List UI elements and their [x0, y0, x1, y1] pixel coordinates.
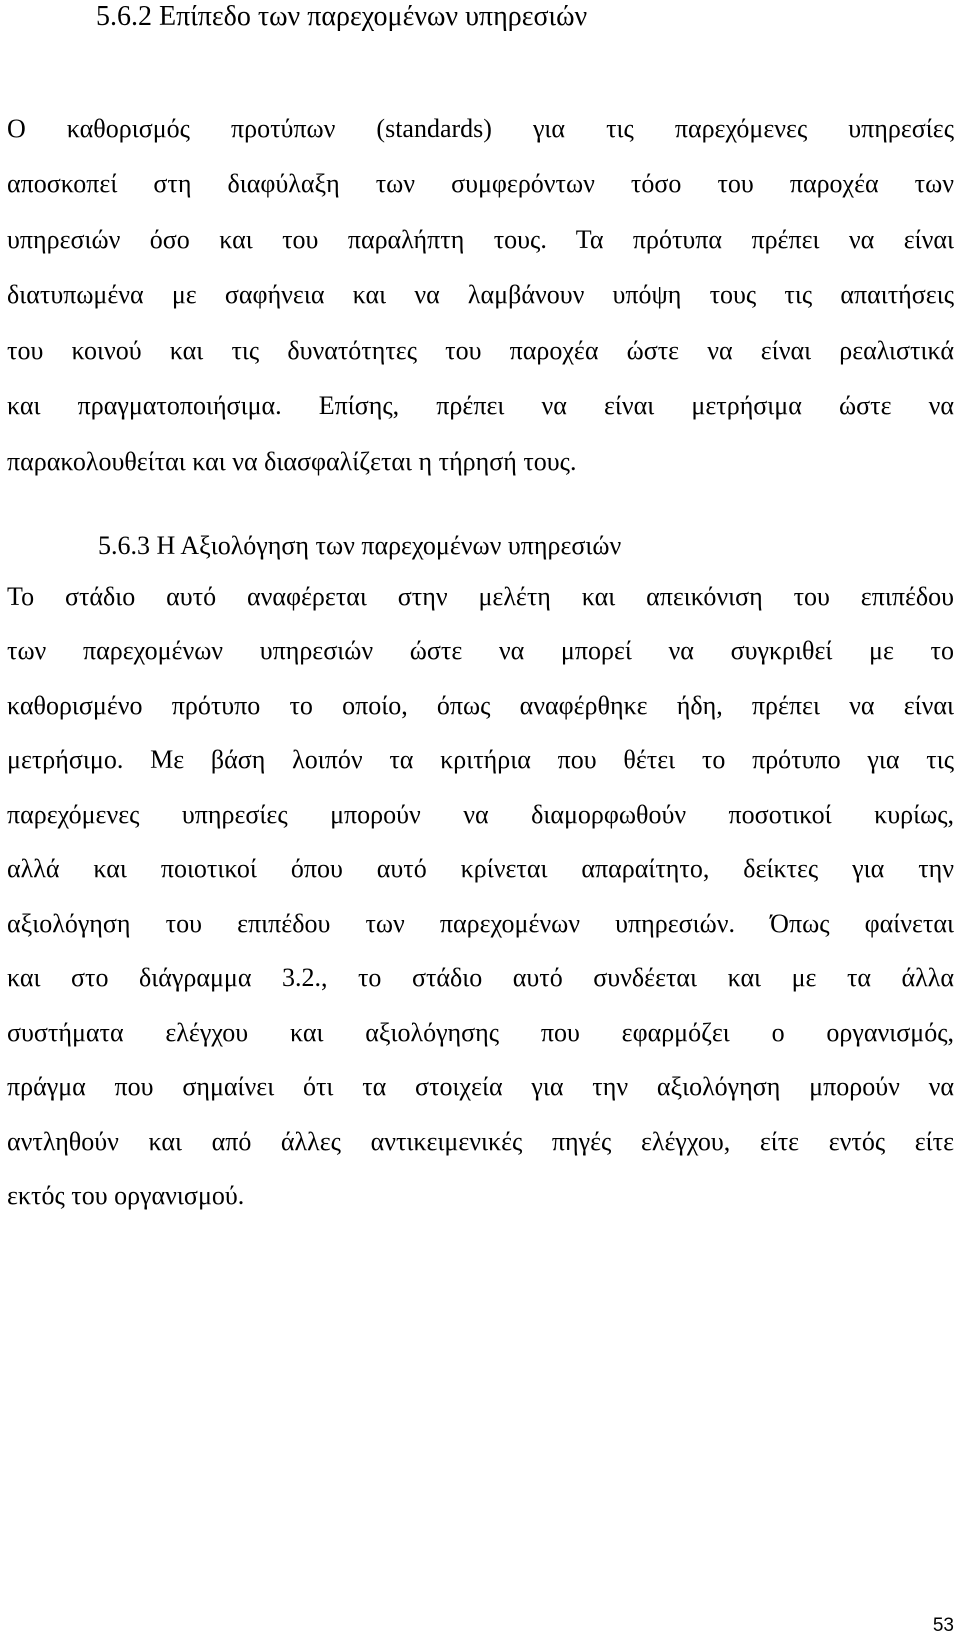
paragraph-line: των παρεχομένων υπηρεσιών ώστε να μπορεί να συγκριθεί με το: [7, 636, 954, 665]
section-heading-5-6-2: 5.6.2 Επίπεδο των παρεχομένων υπηρεσιών: [96, 1, 588, 32]
paragraph-line: παρακολουθείται και να διασφαλίζεται η τήρησή τους.: [7, 447, 577, 476]
paragraph-line: και πραγματοποιήσιμα. Επίσης, πρέπει να είναι μετρήσιμα ώστε να: [7, 391, 954, 420]
paragraph-line: παρεχόμενες υπηρεσίες μπορούν να διαμορφωθούν ποσοτικοί κυρίως,: [7, 800, 954, 829]
paragraph-line: εκτός του οργανισμού.: [7, 1181, 245, 1210]
paragraph-line: αποσκοπεί στη διαφύλαξη των συμφερόντων τόσο του παροχέα των: [7, 169, 954, 198]
paragraph-line: καθορισμένο πρότυπο το οποίο, όπως αναφέρθηκε ήδη, πρέπει να είναι: [7, 691, 954, 720]
paragraph-line: συστήματα ελέγχου και αξιολόγησης που εφαρμόζει ο οργανισμός,: [7, 1018, 954, 1047]
paragraph-line: Ο καθορισμός προτύπων (standards) για τις παρεχόμενες υπηρεσίες: [7, 114, 954, 143]
section-heading-5-6-3: 5.6.3 Η Αξιολόγηση των παρεχομένων υπηρεσιών: [98, 531, 622, 560]
paragraph-line: πράγμα που σημαίνει ότι τα στοιχεία για την αξιολόγηση μπορούν να: [7, 1072, 954, 1101]
paragraph-line: του κοινού και τις δυνατότητες του παροχέα ώστε να είναι ρεαλιστικά: [7, 336, 954, 365]
paragraph-line: υπηρεσιών όσο και του παραλήπτη τους. Τα πρότυπα πρέπει να είναι: [7, 225, 954, 254]
paragraph-line: αξιολόγηση του επιπέδου των παρεχομένων υπηρεσιών. Όπως φαίνεται: [7, 909, 954, 938]
paragraph-line: και στο διάγραμμα 3.2., το στάδιο αυτό συνδέεται και με τα άλλα: [7, 963, 954, 992]
paragraph-line: αντληθούν και από άλλες αντικειμενικές πηγές ελέγχου, είτε εντός είτε: [7, 1127, 954, 1156]
paragraph-line: διατυπωμένα με σαφήνεια και να λαμβάνουν υπόψη τους τις απαιτήσεις: [7, 280, 954, 309]
page-number: 53: [932, 1615, 954, 1636]
paragraph-line: αλλά και ποιοτικοί όπου αυτό κρίνεται απαραίτητο, δείκτες για την: [7, 854, 954, 883]
paragraph-line: Το στάδιο αυτό αναφέρεται στην μελέτη και απεικόνιση του επιπέδου: [7, 582, 954, 611]
paragraph-line: μετρήσιμο. Με βάση λοιπόν τα κριτήρια που θέτει το πρότυπο για τις: [7, 745, 954, 774]
